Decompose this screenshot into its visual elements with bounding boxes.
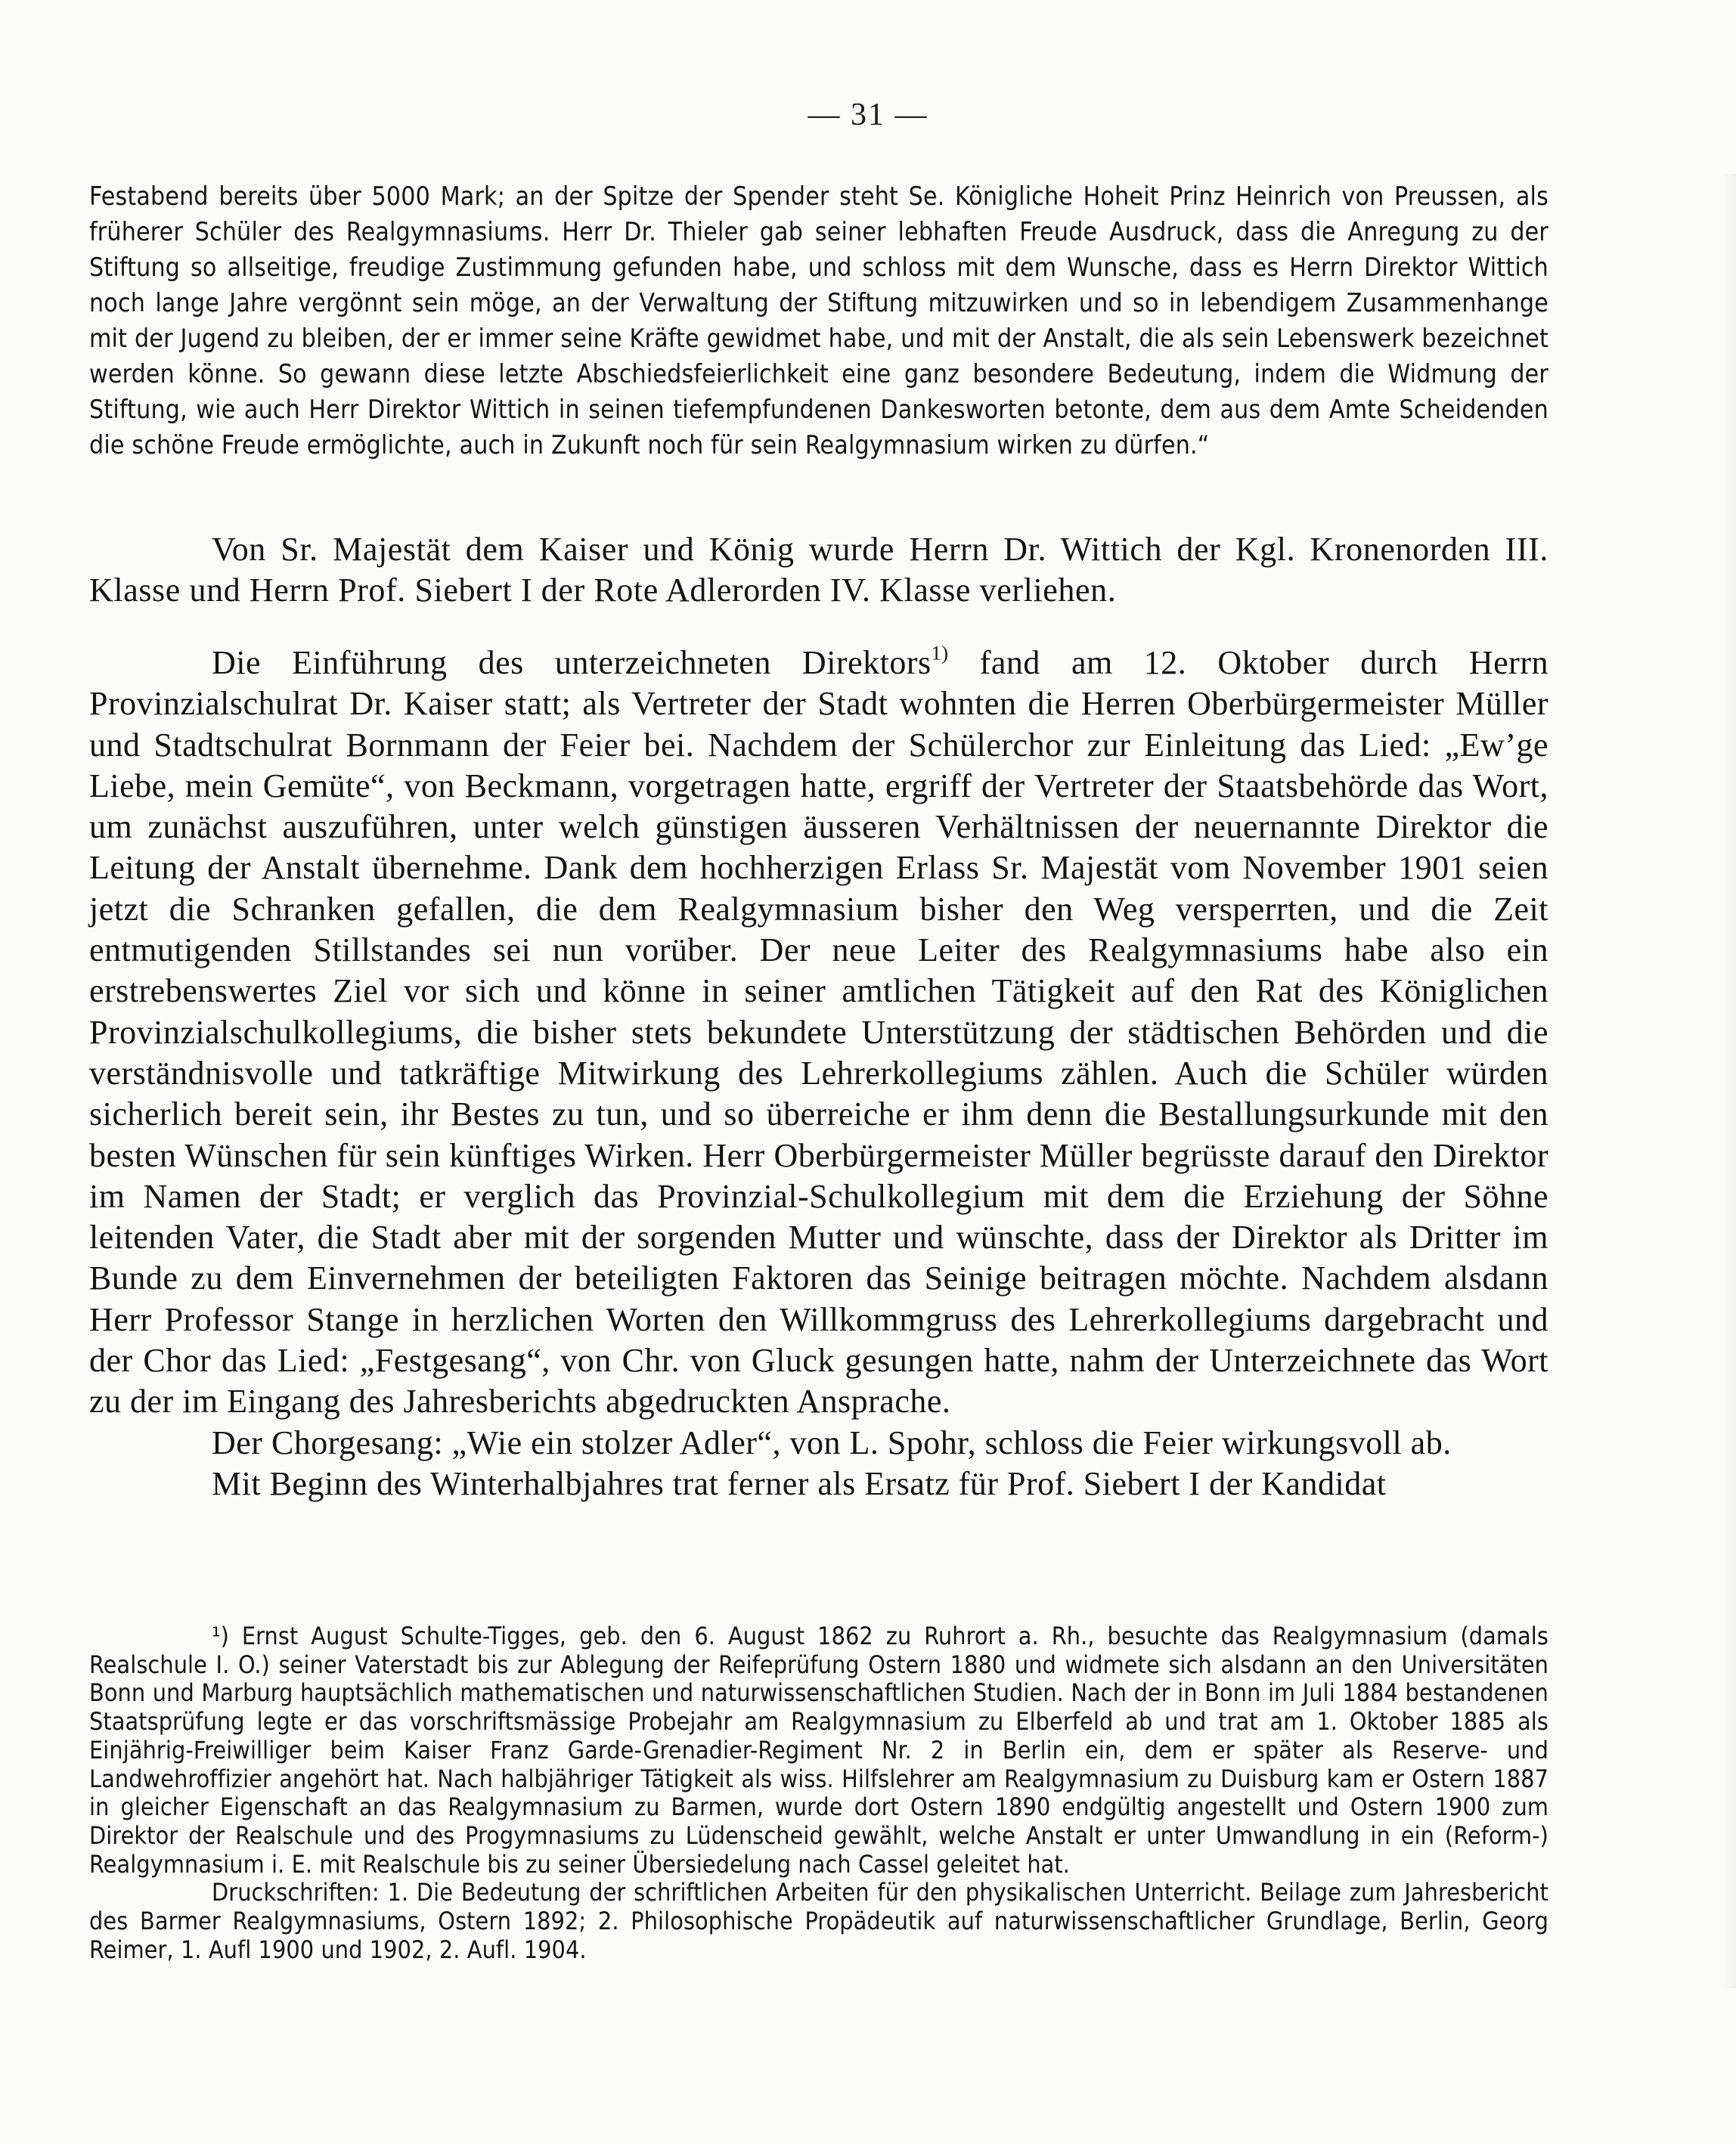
publications-paragraph: Druckschriften: 1. Die Bedeutung der schriftlichen Arbeiten für den physikalischen Unterricht. Beilage zum Jahresbericht des Barmer Realgymnasiums, Ostern 1892; 2. Philosophische Propädeutik auf naturwissenschaftlicher Grundlage, Berlin, Georg Reimer, 1. Aufl 1900 und 1902, 2. Aufl. 1904.	[89, 1878, 1548, 1964]
page-number: — 31 —	[808, 98, 928, 132]
main-text	[89, 643, 1548, 1504]
winterhalbjahr-paragraph: Mit Beginn des Winterhalbjahres trat ferner als Ersatz für Prof. Siebert I der Kandidat	[212, 1464, 1387, 1502]
footnote-paragraph	[89, 1622, 1548, 1879]
orders-paragraph: Von Sr. Majestät dem Kaiser und König wurde Herrn Dr. Wittich der Kgl. Kronenorden III. Klasse und Herrn Prof. Siebert I der Rote Adlerorden IV. Klasse verliehen.	[89, 531, 1548, 609]
page-edge-shadow	[1722, 174, 1736, 1988]
footnote-reference: 1)	[931, 641, 949, 665]
footnote-text: Ernst August Schulte-Tigges, geb. den 6. August 1862 zu Ruhrort a. Rh., besuchte das Realgymnasium (damals Realschule I. O.) seiner Vaterstadt bis zur Ablegung der Reifeprüfung Ostern 1880 und widmete sich alsdann an den Universitäten Bonn und Marburg hauptsächlich mathematischen und naturwissenschaftlichen Studien. Nach der in Bonn im Juli 1884 bestandenen Staatsprüfung legte er das vorschriftsmässige Probejahr am Realgymnasium zu Elberfeld ab und trat am 1. Oktober 1885 als Einjährig-Freiwilliger beim Kaiser Franz Garde-Grenadier-Regiment Nr. 2 in Berlin ein, dem er später als Reserve- und Landwehroffizier angehört hat. Nach halbjähriger Tätigkeit als wiss. Hilfslehrer am Realgymnasium zu Duisburg kam er Ostern 1887 in gleicher Eigenschaft an das Realgymnasium zu Barmen, wurde dort Ostern 1890 endgültig angestellt und Ostern 1900 zum Direktor der Realschule und des Progymnasiums zu Lüdenscheid gewählt, welche Anstalt er unter Umwandlung in ein (Reform-) Realgymnasium i. E. mit Realschule bis zu seiner Übersiedelung nach Cassel geleitet hat.	[89, 1622, 1548, 1879]
introduction-text-start: Die Einführung des unterzeichneten Direktors	[212, 644, 932, 681]
footnote-block	[89, 1622, 1548, 1964]
chorgesang-paragraph: Der Chorgesang: „Wie ein stolzer Adler“, von L. Spohr, schloss die Feier wirkungsvoll ab.	[212, 1424, 1452, 1461]
introduction-paragraph	[89, 643, 1548, 1423]
footnote-mark: ¹)	[212, 1622, 229, 1650]
quote-block	[89, 178, 1548, 463]
introduction-text-rest: fand am 12. Oktober durch Herrn Provinzialschulrat Dr. Kaiser statt; als Vertreter der Stadt wohnten die Herren Oberbürgermeister Müller und Stadtschulrat Bornmann der Feier bei. Nachdem der Schülerchor zur Einleitung das Lied: „Ew’ge Liebe, mein Gemüte“, von Beckmann, vorgetragen hatte, ergriff der Vertreter der Staatsbehörde das Wort, um zunächst auszuführen, unter welch günstigen äusseren Verhältnissen der neuernannte Direktor die Leitung der Anstalt übernehme. Dank dem hochherzigen Erlass Sr. Majestät vom November 1901 seien jetzt die Schranken gefallen, die dem Realgymnasium bisher den Weg versperrten, und die Zeit entmutigenden Stillstandes sei nun vorüber. Der neue Leiter des Realgymnasiums habe also ein erstrebenswertes Ziel vor sich und könne in seiner amtlichen Tätigkeit auf den Rat des Königlichen Provinzialschulkollegiums, die bisher stets bekundete Unterstützung der städtischen Behörden und die verständnisvolle und tatkräftige Mitwirkung des Lehrerkollegiums zählen. Auch die Schüler würden sicherlich bereit sein, ihr Bestes zu tun, und so überreiche er ihm denn die Bestallungsurkunde mit den besten Wünschen für sein künftiges Wirken. Herr Oberbürgermeister Müller begrüsste darauf den Direktor im Namen der Stadt; er verglich das Provinzial-Schulkollegium mit dem die Erziehung der Söhne leitenden Vater, die Stadt aber mit der sorgenden Mutter und wünschte, dass der Direktor als Dritter im Bunde zu dem Einvernehmen der beteiligten Faktoren das Seinige beitragen möchte. Nachdem alsdann Herr Professor Stange in herzlichen Worten den Willkommgruss des Lehrerkollegiums dargebracht und der Chor das Lied: „Festgesang“, von Chr. von Gluck gesungen hatte, nahm der Unterzeichnete das Wort zu der im Eingang des Jahresberichts abgedruckten Ansprache.	[89, 644, 1548, 1421]
orders-block	[89, 529, 1548, 611]
quote-paragraph: Festabend bereits über 5000 Mark; an der Spitze der Spender steht Se. Königliche Hoheit Prinz Heinrich von Preussen, als früherer Schüler des Realgymnasiums. Herr Dr. Thieler gab seiner lebhaften Freude Ausdruck, dass die Anregung zu der Stiftung so allseitige, freudige Zustimmung gefunden habe, und schloss mit dem Wunsche, dass es Herrn Direktor Wittich noch lange Jahre vergönnt sein möge, an der Verwaltung der Stiftung mitzuwirken und so in lebendigem Zusammenhange mit der Jugend zu bleiben, der er immer seine Kräfte gewidmet habe, und mit der Anstalt, die als sein Lebenswerk bezeichnet werden könne. So gewann diese letzte Abschiedsfeierlichkeit eine ganz besondere Bedeutung, indem die Widmung der Stiftung, wie auch Herr Direktor Wittich in seinen tiefempfundenen Dankesworten betonte, dem aus dem Amte Scheidenden die schöne Freude ermöglichte, auch in Zukunft noch für sein Realgymnasium wirken zu dürfen.“	[89, 181, 1548, 460]
